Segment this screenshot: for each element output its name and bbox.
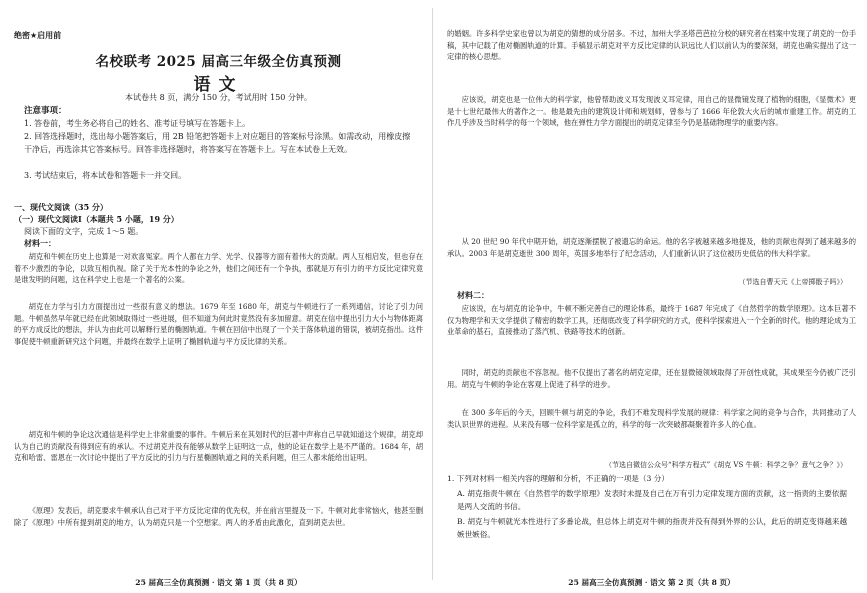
paragraph: 《原理》发表后，胡克要求牛顿承认自己对于平方反比定律的优先权，并在前言里提及一下。牛顿对此非常恼火，他甚至删除了《原理》中所有提到胡克的地方，认为胡克只是一个空想家。两人的矛盾由此激化，直到胡克去世。 <box>14 506 423 527</box>
paragraph: 的婚姻。许多科学史家也曾以为胡克的猜想的成分居多。不过，加州大学圣塔芭芭拉分校的研究者在档案中发现了胡克的一份手稿，其中记载了他对椭圆轨道的计算。手稿显示胡克对平方反比定律的认识远比人们以前认为的要深刻，胡克也确实提出了这一定律的核心思想。 <box>447 29 856 62</box>
option-a: A. 胡克指责牛顿在《自然哲学的数学原理》发表时未提及自己在万有引力定律发现方面的贡献，这一指责的主要依据是两人交流的书信。 <box>457 489 847 511</box>
notice-item: 3. 考试结束后，将本试卷和答题卡一并交回。 <box>24 171 187 180</box>
reading-instruction: 阅读下面的文字，完成 1～5 题。 <box>24 227 144 236</box>
exam-info: 本试卷共 8 页，满分 150 分，考试用时 150 分钟。 <box>125 93 312 102</box>
question-stem: 1. 下列对材料一相关内容的理解和分析，不正确的一项是（3 分） <box>447 474 669 483</box>
page-footer: 25 届高三全仿真预测 · 语文 第 1 页（共 8 页） <box>135 578 302 587</box>
source-citation: （节选自微信公众号“科学方程式”《胡克 VS 牛顿：科学之争？意气之争？》） <box>605 461 847 469</box>
source-citation: （节选自曹天元《上帝掷骰子吗》） <box>738 278 847 286</box>
paragraph: 在 300 多年后的今天，回顾牛顿与胡克的争论，我们不难发现科学发展的规律：科学家之间的竞争与合作，共同推动了人类认识世界的进程。从来没有哪一位科学家是孤立的，科学的每一次突破都凝聚着许多人的心血。 <box>447 408 856 429</box>
paragraph: 应该说，胡克也是一位伟大的科学家，他曾帮助波义耳发现波义耳定律，用自己的显微镜发现了植物的细胞，《显微术》更是十七世纪最伟大的著作之一。他是最先由的建筑设计师和规划师，曾参与了 1666 年伦敦大火后的城市重建工作。胡克的工作几乎涉及当时科学的每一个领域，他在弹性力学方面提出的胡克定律至今仍是基础物理学的重要内容。 <box>447 95 856 128</box>
paragraph: 胡克和牛顿的争论这次通信是科学史上非常重要的事件。牛顿后来在其划时代的巨著中声称自己早就知道这个规律，胡克却认为自己的贡献没有得到应有的承认。不过胡克并没有能够从数学上证明这一点，他的论证在数学上是不严谨的。1684 年，胡克和哈雷、雷恩在一次讨论中提出了平方反比的引力与行星椭圆轨道之间的关系问题，但三人都未能给出证明。 <box>14 430 423 463</box>
exam-title: 名校联考 2025 届高三年级全仿真预测 <box>95 54 342 70</box>
notice-item: 1. 答卷前，考生务必将自己的姓名、准考证号填写在答题卡上。 <box>24 119 251 128</box>
column-divider <box>432 8 433 580</box>
section-heading: 一、现代文阅读（35 分） <box>14 202 108 212</box>
left-page <box>14 0 423 593</box>
page-footer: 25 届高三全仿真预测 · 语文 第 2 页（共 8 页） <box>568 578 735 587</box>
secret-label: 绝密★启用前 <box>14 31 62 40</box>
option-b: B. 胡克与牛顿就光本性进行了多番论战，但总体上胡克对牛顿的指责并没有得到外界的公认，此后的胡克变得越来越嫉世嫉俗。 <box>457 517 848 539</box>
paragraph: 从 20 世纪 90 年代中期开始，胡克逐渐摆脱了被遗忘的命运。他的名字被越来越多地提及，他的贡献也得到了越来越多的承认。2003 年是胡克逝世 300 周年，英国多地举行了纪念活动，人们重新认识了这位被历史低估的伟大科学家。 <box>447 237 856 258</box>
notice-heading: 注意事项： <box>24 106 67 116</box>
material-one-label: 材料一： <box>24 238 56 248</box>
paragraph: 同时，胡克的贡献也不容忽视。他不仅提出了著名的胡克定律，还在显微镜领域取得了开创性成就，其成果至今仍被广泛引用。胡克与牛顿的争论在客观上促进了科学的进步。 <box>447 368 856 389</box>
right-page <box>447 0 856 593</box>
subsection-heading: （一）现代文阅读Ⅰ（本题共 5 小题，19 分） <box>14 214 179 224</box>
paragraph: 胡克在力学与引力方面提出过一些很有意义的想法。1679 年至 1680 年，胡克与牛顿进行了一系列通信，讨论了引力问题。牛顿虽然早年就已经在此领域取得过一些进展，但不知道为何此时竟然没有多加留意。胡克在信中提出引力大小与物体距离的平方成反比的想法，并认为由此可以解释行星的椭圆轨道。牛顿在回信中出现了一个关于落体轨道的错误，被胡克指出。这件事促使牛顿重新研究这个问题，并最终在数学上证明了椭圆轨道与平方反比律的关系。 <box>14 302 423 346</box>
subject-title: 语文 <box>193 75 244 95</box>
notice-item: 2. 回答选择题时，选出每小题答案后，用 2B 铅笔把答题卡上对应题目的答案标号涂黑。如需改动，用橡皮擦干净后，再选涂其它答案标号。回答非选择题时，将答案写在答题卡上。写在本试卷上无效。 <box>24 132 411 154</box>
paragraph: 应该说，在与胡克的论争中，牛顿不断完善自己的理论体系，最终于 1687 年完成了《自然哲学的数学原理》。这本巨著不仅为物理学和天文学提供了精密的数学工具，还彻底改变了科学研究的方式，使科学探索进入一个全新的时代。他的理论成为工业革命的基石，直接推动了蒸汽机、铁路等技术的创新。 <box>447 304 856 337</box>
paragraph: 胡克和牛顿在历史上也算是一对欢喜冤家。两个人都在力学、光学、仪器等方面有着伟大的贡献。两人互相启发，但也存在着不少激烈的争论，以致互相仇视。除了关于光本性的争论之外，他们之间还有一个争执，那就是万有引力的平方反比定律究竟是谁发明的问题，这在科学史上也是一个著名的公案。 <box>14 252 423 285</box>
material-two-label: 材料二： <box>457 290 489 300</box>
